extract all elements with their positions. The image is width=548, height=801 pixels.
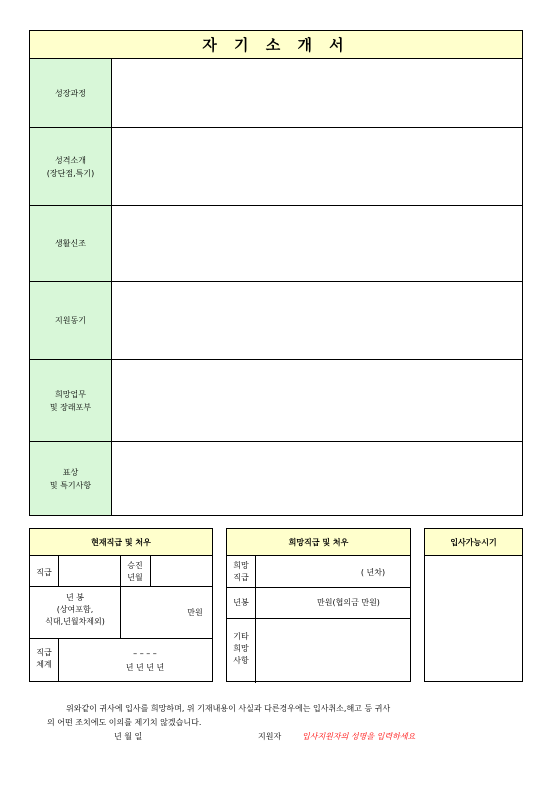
other-wishes-field[interactable] bbox=[256, 619, 409, 681]
available-date-field[interactable] bbox=[425, 557, 522, 681]
applicant-label: 지원자 bbox=[258, 732, 282, 741]
current-rank-box bbox=[29, 528, 213, 682]
current-salary-unit: 만원 bbox=[187, 608, 203, 617]
available-date-header: 입사가능시기 bbox=[425, 529, 522, 556]
self-introduction-table bbox=[29, 58, 523, 516]
rank-system-label: 직급 체계 bbox=[36, 648, 52, 669]
pledge-text-line1: 위와같이 귀사에 입사를 희망하며, 위 기재내용이 사실과 다른경우에는 입사취소,해고 등 귀사 bbox=[66, 704, 391, 713]
desired-rank-box bbox=[226, 528, 411, 682]
section-label-desired-work: 희망업무 및 장래포부 bbox=[30, 360, 112, 441]
other-wishes-label: 기타 희망 사항 bbox=[233, 632, 249, 665]
available-date-box bbox=[424, 528, 523, 682]
promotion-date-label: 승진 년월 bbox=[127, 561, 143, 582]
desired-rank-header: 희망직급 및 처우 bbox=[227, 529, 410, 556]
pledge-text-line2: 의 어떤 조치에도 이의를 제기치 않겠습니다. bbox=[47, 718, 202, 727]
desired-salary-label: 년봉 bbox=[233, 598, 249, 607]
rank-system-dashes: – – – – bbox=[133, 649, 157, 658]
page-title bbox=[29, 30, 523, 59]
section-field-personality[interactable] bbox=[112, 128, 522, 205]
section-label-motivation: 지원동기 bbox=[30, 282, 112, 359]
desired-rank-value[interactable]: ( 년차) bbox=[360, 568, 386, 577]
section-label-awards: 표상 및 특기사항 bbox=[30, 442, 112, 515]
section-field-growth[interactable] bbox=[112, 59, 522, 127]
rank-system-years: 년 년 년 년 bbox=[125, 663, 165, 672]
page-title-text: 자 기 소 개 서 bbox=[202, 36, 350, 54]
section-label-motto: 생활신조 bbox=[30, 206, 112, 281]
section-field-desired-work[interactable] bbox=[112, 360, 522, 441]
section-label-personality: 성격소개 (장단점,특기) bbox=[30, 128, 112, 205]
current-rank-field[interactable] bbox=[59, 557, 119, 586]
current-rank-header: 현재직급 및 처우 bbox=[30, 529, 212, 556]
promotion-date-field[interactable] bbox=[151, 557, 211, 586]
section-label-growth: 성장과정 bbox=[30, 59, 112, 127]
current-salary-label: 년 봉 (상여포함, 식대,년월차제외) bbox=[45, 593, 105, 626]
desired-salary-value[interactable]: 만원(협의금 만원) bbox=[317, 598, 380, 607]
current-rank-label: 직급 bbox=[36, 568, 52, 577]
section-field-motto[interactable] bbox=[112, 206, 522, 281]
section-field-awards[interactable] bbox=[112, 442, 522, 515]
section-field-motivation[interactable] bbox=[112, 282, 522, 359]
signature-prompt[interactable]: 입사지원자의 성명을 입력하세요 bbox=[302, 732, 416, 741]
desired-rank-label: 희망 직급 bbox=[233, 561, 249, 582]
signature-date[interactable]: 년 월 일 bbox=[114, 732, 143, 741]
